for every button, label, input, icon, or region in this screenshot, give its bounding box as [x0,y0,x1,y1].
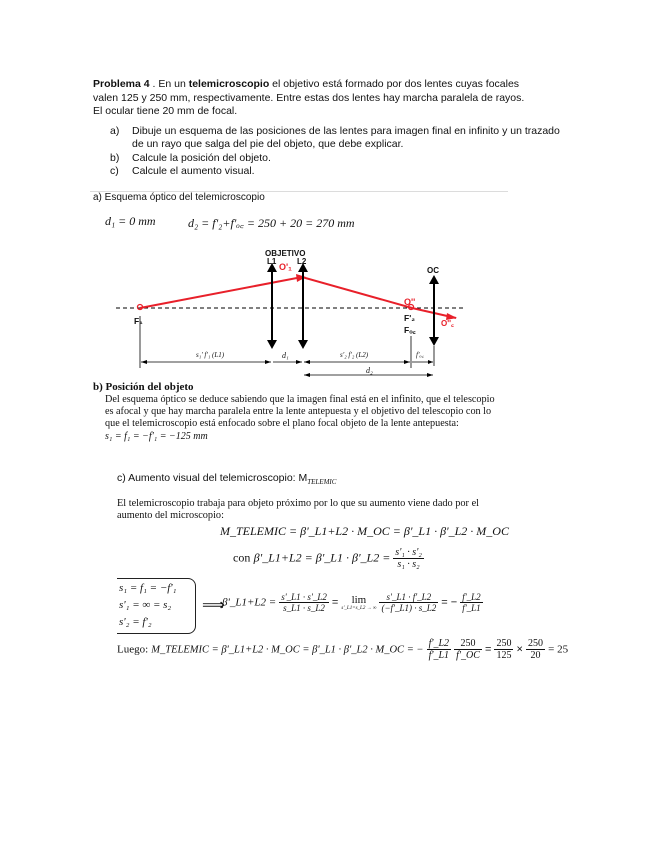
label-f2-prime: F'₂ [404,313,415,323]
problem-title: Problema 4 [93,78,150,90]
problem-text: el objetivo está formado por dos lentes cuyas focales valen 125 y 250 mm, respectivamente. Entre estas dos lentes hay marcha paralela de rayos. El ocular tiene 20 mm de focal. [93,78,525,118]
eq-beta-limit: β'_L1+L2 = $\frac{s'\_L1 \cdot s'\_L2}{s\_L1 \cdot s\_L2}$ = lim s'_L1=s_L2 → ∞ $\frac{s'\_L1 \cdot f'\_L2}{(-f'\_L1) \cdot s\_L2}$ = − $\frac{f'\_L2}{f'\_L1}$ [222,592,481,613]
eq-final: Luego: M_TELEMIC = β'_L1+L2 · M_OC = β'_L1 · β'_L2 · M_OC = − $\frac{f'\_L2}{f'\_L1}$ $\frac{250}{f'\_OC}$ = $\frac{250}{125}$ × $\frac{250}{20}$ = 25 [117,638,569,661]
implies-arrow: ⟹ [202,597,225,614]
label-oc: OC [427,266,439,275]
list-item-continuation: de un rayo que salga del pie del objeto, que debe explicar. [132,138,404,151]
section-c-paragraph: El telemicroscopio trabaja para objeto próximo por lo que su aumento viene dado por el aumento del microscopio: [117,498,479,522]
list-item: b) Calcule la posición del objeto. [110,151,271,164]
list-item: c) Calcule el aumento visual. [110,165,255,178]
problem-keyword: telemicroscopio [188,78,270,90]
eq-magnification: M_TELEMIC = β'_L1+L2 · M_OC = β'_L1 · β'_L2 · M_OC [220,524,509,538]
label-l1: L1 [267,257,277,266]
dim-label-d2: d₂ [366,366,373,375]
problem-sep: . En un [149,78,189,90]
d2-equation: d₂ = f'₂+f'ₒ꜀ = 250 + 20 = 270 mm [188,216,355,230]
dim-label-1: s₁' f'₁ (L1) [196,351,225,359]
list-item: a) Dibuje un esquema de las posiciones de las lentes para imagen final en infinito y un trazado [110,125,560,137]
label-o2-doubleprime: O'' [404,297,416,307]
label-l2: L2 [297,257,307,266]
dim-label-d1: d₁ [282,351,289,360]
label-objetivo: OBJETIVO [265,249,306,258]
section-b-paragraph: Del esquema óptico se deduce sabiendo que la imagen final está en el infinito, que el telescopio es afocal y que hay marcha paralela entre la lente antepuesta y el objetivo del telescopio con lo que el telemicroscopio está enfocado sobre el plano focal objeto de la lente antepuesta: [105,394,495,430]
d1-equation: d₁ = 0 mm [105,214,156,228]
section-b-equation: s₁ = f₁ = −f'₁ = −125 mm [105,431,208,442]
section-c-heading: c) Aumento visual del telemicroscopio: $M_{TELEMIC}$ [117,472,337,487]
section-b-heading: b) Posición del objeto [93,381,194,393]
section-a-heading: a) Esquema óptico del telemicroscopio [93,192,265,203]
label-o-oc: O''꜀ [441,319,454,328]
label-f1: F₁ [134,316,143,326]
eq-con-line: con β'_L1+L2 = β'_L1 · β'_L2 = $\frac{\text{s'₁ · s'₂}}{\text{s₁ · s₂}}$ [233,547,422,570]
dim-label-2: s'₂ f'₂ (L2) [340,351,369,359]
equation-system: s₁ = f₁ = −f'₁ s'₁ = ∞ = s₂ s'₂ = f'₂ [117,578,196,634]
label-foc: Fₒ꜀ [404,325,416,335]
label-o1-prime: O'₁ [279,262,292,272]
dim-label-foc: f'ₒ꜀ [416,351,424,359]
